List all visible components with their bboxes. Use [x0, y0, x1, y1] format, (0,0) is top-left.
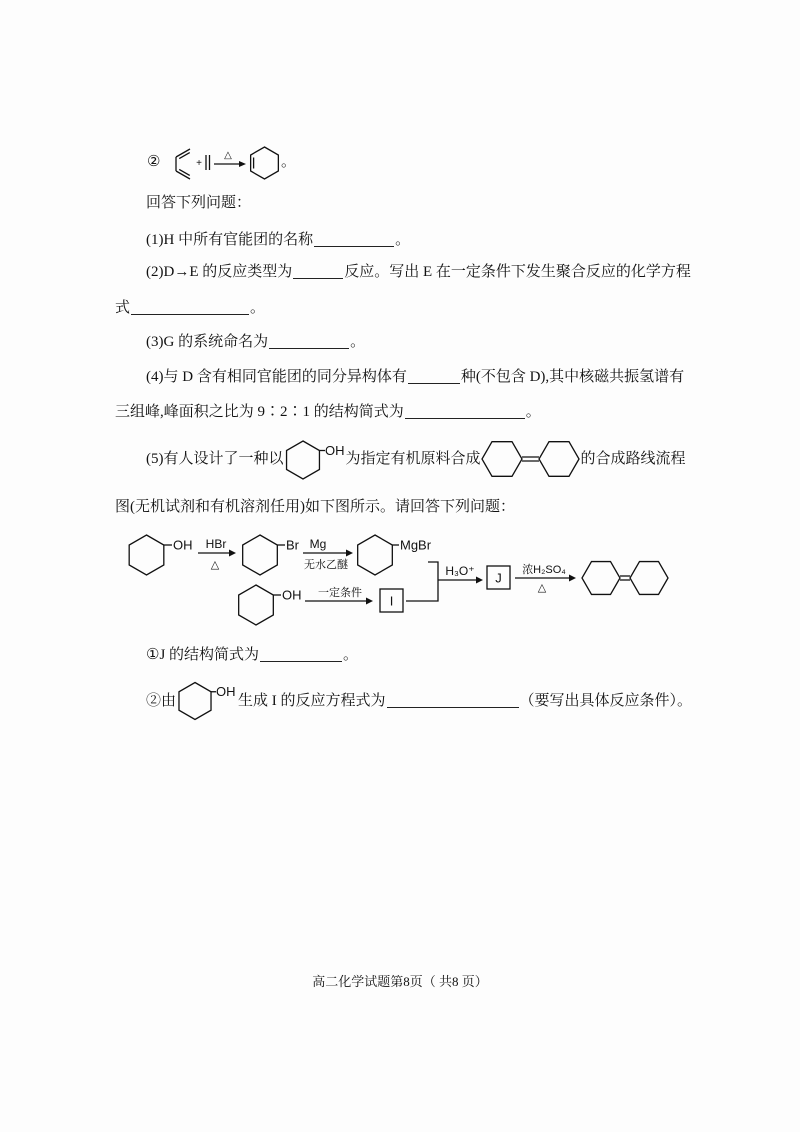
sub-1-end: 。: [343, 647, 359, 663]
instruction-line: [146, 193, 251, 213]
answer-blank: [131, 301, 249, 315]
hbr-reagent-label: HBr: [205, 537, 227, 551]
question-1-text: (1)H 中所有官能团的名称: [146, 232, 314, 248]
ring: [251, 147, 279, 179]
double-bond-inner: [179, 153, 190, 159]
reaction-arrow: [214, 161, 246, 167]
cyclohexanol-structure-icon: [284, 438, 346, 480]
question-4-end: 。: [525, 404, 541, 420]
branch-condition-label: 一定条件: [318, 587, 362, 599]
answer-blank: [314, 233, 394, 247]
question-5-sub-1: [146, 645, 358, 665]
question-3-end: 。: [350, 334, 366, 350]
arrow-head: [239, 161, 246, 167]
question-3: [146, 332, 365, 352]
hydroxyl-label: OH: [216, 684, 236, 699]
box-j-label: J: [495, 570, 502, 586]
question-4-text: (4)与 D 含有相同官能团的同分异构体有: [146, 369, 407, 385]
sub-2-text: ②由: [146, 693, 177, 709]
hydroxyl-label: OH: [324, 443, 344, 458]
ring: [286, 441, 319, 479]
h2so4-reagent-label: 浓H₂SO₄: [522, 564, 566, 576]
question-4-line-1: [146, 367, 684, 387]
arrow-head: [346, 550, 353, 557]
sub-1-text: ①J 的结构简式为: [146, 647, 260, 663]
h3o-reagent-label: H₃O⁺: [445, 564, 475, 578]
ring: [239, 585, 274, 625]
arrow-head: [476, 577, 483, 584]
reaction-2-end-mark: 。: [281, 154, 297, 170]
question-5-text-end: 的合成路线流程: [580, 451, 686, 467]
sub-2-end: （要写出具体反应条件）。: [519, 693, 693, 709]
question-1: [146, 230, 410, 250]
answer-blank: [269, 335, 349, 349]
answer-blank: [387, 694, 519, 708]
grignard-structure-icon: [358, 535, 432, 575]
question-1-end: 。: [395, 232, 411, 248]
question-3-text: (3)G 的系统命名为: [146, 334, 269, 350]
answer-blank: [405, 405, 525, 419]
ring: [179, 683, 211, 720]
mgbr-label: MgBr: [400, 537, 432, 553]
synthesis-route-scheme: [120, 525, 680, 630]
question-2-line-2: [115, 298, 265, 318]
cyclohexene-structure-icon: [251, 147, 279, 179]
answer-blank: [408, 370, 460, 384]
reaction-2-marker: ②: [147, 154, 161, 170]
arrow-head: [569, 575, 576, 582]
bromocyclohexane-structure-icon: [243, 535, 300, 575]
question-5-line-2: [115, 497, 515, 517]
ring: [129, 535, 164, 575]
step-4-heat-label: △: [537, 582, 547, 594]
bicyclohexylidene-structure-icon: [582, 562, 668, 595]
merge-bracket: [406, 562, 438, 601]
question-2-text: (2)D→E 的反应类型为: [146, 264, 293, 280]
question-5-text-continued: 为指定有机原料合成: [345, 451, 481, 467]
mg-reagent-label: Mg: [309, 537, 327, 551]
plus-sign: +: [196, 158, 202, 169]
question-2-line-1: [146, 262, 691, 282]
hydroxyl-label: OH: [173, 537, 193, 553]
double-bond-inner: [179, 169, 190, 175]
question-2-text-continued: 反应。写出 E 在一定条件下发生聚合反应的化学方程: [344, 264, 691, 280]
answer-blank: [293, 265, 343, 279]
cyclohexanol-structure-icon: [176, 680, 238, 722]
question-4-text-continued: 种(不包含 D),其中核磁共振氢谱有: [460, 369, 685, 385]
box-i: [380, 589, 403, 612]
question-5-line-1: [146, 438, 686, 480]
ring: [358, 535, 393, 575]
question-4-line-2: [115, 402, 541, 422]
question-2-end: 。: [250, 300, 266, 316]
instruction-text: 回答下列问题：: [146, 195, 252, 211]
bicyclohexylidene-structure-icon: [481, 438, 581, 480]
question-2-text-end: 式: [115, 300, 131, 316]
ring: [539, 442, 579, 477]
ring: [482, 442, 522, 477]
reaction-2-equation: [165, 140, 285, 185]
ring: [243, 535, 278, 575]
ring: [630, 562, 668, 595]
box-j: [487, 566, 510, 589]
branch-cyclohexanol-structure-icon: [239, 585, 302, 625]
arrow-head: [229, 550, 236, 557]
step-1-heat-label: △: [210, 559, 220, 571]
ether-solvent-label: 无水乙醚: [304, 559, 348, 571]
heat-condition-label: △: [224, 150, 232, 161]
question-5-instruction: 图(无机试剂和有机溶剂任用)如下图所示。请回答下列问题：: [115, 499, 515, 515]
question-4-text-end: 三组峰,峰面积之比为 9∶2∶1 的结构简式为: [115, 404, 404, 420]
ring: [582, 562, 620, 595]
butadiene-structure-icon: [176, 149, 190, 179]
bromo-label: Br: [286, 537, 299, 553]
cyclohexanol-structure-icon: [129, 535, 192, 575]
question-5-text: (5)有人设计了一种以: [146, 451, 284, 467]
question-5-sub-2: [146, 680, 692, 722]
answer-blank: [260, 648, 342, 662]
ethylene-structure-icon: [206, 155, 210, 170]
sub-2-text-continued: 生成 I 的反应方程式为: [238, 693, 386, 709]
arrow-head: [366, 598, 373, 605]
box-i-label: I: [389, 593, 394, 609]
page-footer: 高二化学试题第8页（ 共8 页）: [312, 974, 488, 989]
hydroxyl-label: OH: [282, 587, 302, 603]
